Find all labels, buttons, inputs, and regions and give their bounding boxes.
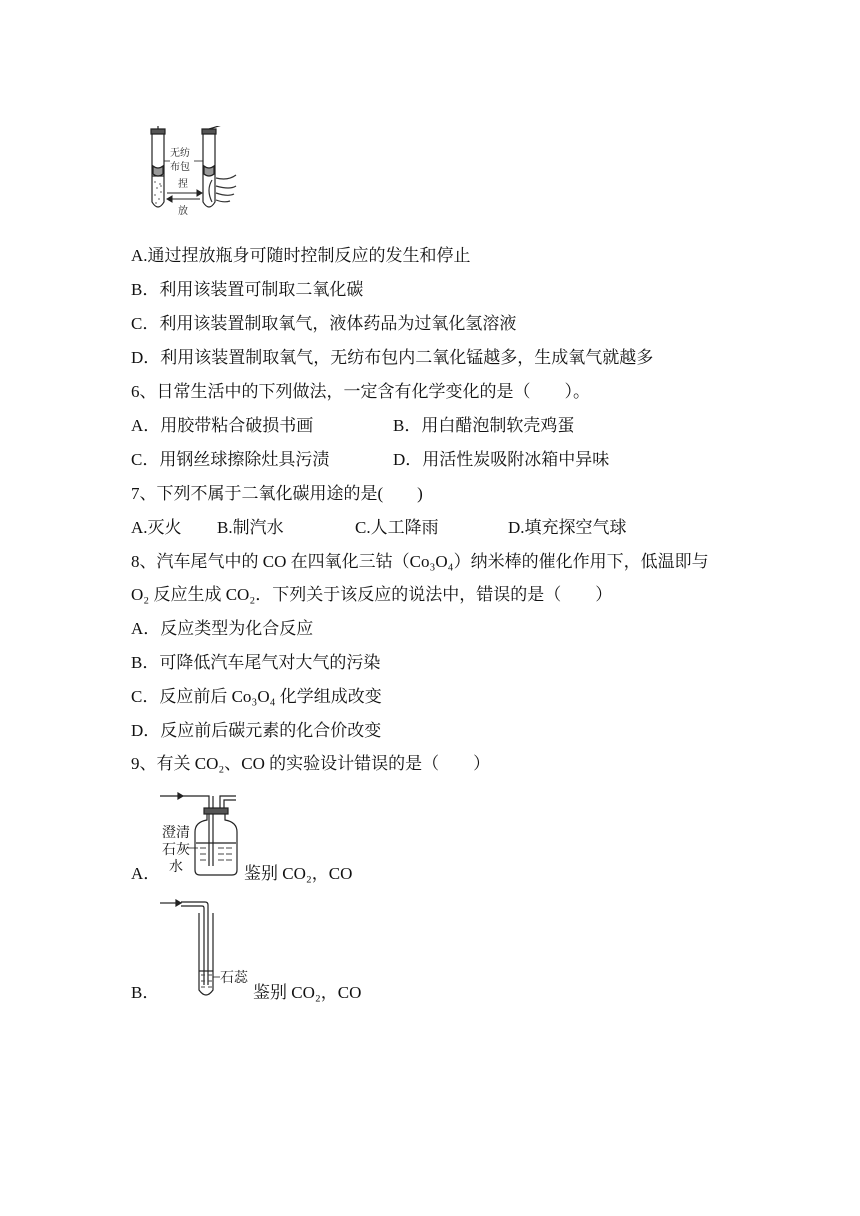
q5-option-a: A.通过捏放瓶身可随时控制反应的发生和停止 (131, 246, 471, 265)
limewater-label-3: 水 (169, 859, 183, 875)
q5-option-d: D．利用该装置制取氧气，无纺布包内二氧化锰越多，生成氧气就越多 (131, 348, 654, 367)
q8-option-b: B．可降低汽车尾气对大气的污染 (131, 653, 381, 672)
q7-option-a: A.灭火 (131, 518, 182, 537)
q8-option-d: D．反应前后碳元素的化合价改变 (131, 721, 382, 740)
limewater-label-1: 澄清 (162, 825, 190, 841)
q9-option-a-text: 鉴别 CO₂，CO (244, 864, 353, 883)
q7-option-c: C.人工降雨 (355, 518, 439, 537)
q8-stem-line2: O₂ 反应生成 CO₂．下列关于该反应的说法中，错误的是（ ） (131, 585, 613, 604)
release-label: 放 (178, 206, 188, 217)
q5-apparatus-figure (132, 126, 237, 221)
q6-option-b: B．用白醋泡制软壳鸡蛋 (393, 416, 575, 435)
limewater-label (162, 825, 190, 876)
q8-option-a: A．反应类型为化合反应 (131, 619, 314, 638)
q9-option-b-letter: B． (131, 983, 160, 1002)
q5-option-c: C．利用该装置制取氧气，液体药品为过氧化氢溶液 (131, 314, 517, 333)
q9-stem: 9、有关 CO₂、CO 的实验设计错误的是（ ） (131, 754, 491, 773)
squeeze-label: 捏 (178, 179, 188, 190)
test-tube-svg (158, 893, 253, 1003)
q7-option-d: D.填充探空气球 (508, 518, 627, 537)
q7-option-b: B.制汽水 (217, 518, 284, 537)
q6-option-c: C．用钢丝球擦除灶具污渍 (131, 450, 330, 469)
q6-option-a: A．用胶带粘合破损书画 (131, 416, 314, 435)
q9-option-b-figure (158, 893, 253, 1003)
q9-option-a-letter: A． (131, 864, 161, 883)
fabric-bag-label-2: 布包 (170, 162, 190, 173)
fabric-bag-label-1: 无纺 (170, 148, 190, 159)
q8-option-c: C．反应前后 Co₃O₄ 化学组成改变 (131, 687, 382, 706)
left-tube (151, 126, 165, 207)
limewater-label-2: 石灰 (162, 842, 190, 858)
q5-option-b: B．利用该装置可制取二氧化碳 (131, 280, 364, 299)
right-tube (202, 126, 236, 207)
arrows (167, 190, 202, 202)
litmus-label: 石蕊 (220, 970, 248, 986)
q9-option-b-text: 鉴别 CO₂，CO (253, 983, 362, 1002)
q6-option-d: D．用活性炭吸附冰箱中异味 (393, 450, 610, 469)
q5-apparatus-svg (132, 126, 237, 221)
q7-stem: 7、下列不属于二氧化碳用途的是( ) (131, 484, 423, 503)
q6-stem: 6、日常生活中的下列做法，一定含有化学变化的是（ ）。 (131, 382, 590, 401)
q8-stem-line1: 8、汽车尾气中的 CO 在四氧化三钴（Co₃O₄）纳米棒的催化作用下，低温即与 (131, 552, 709, 571)
